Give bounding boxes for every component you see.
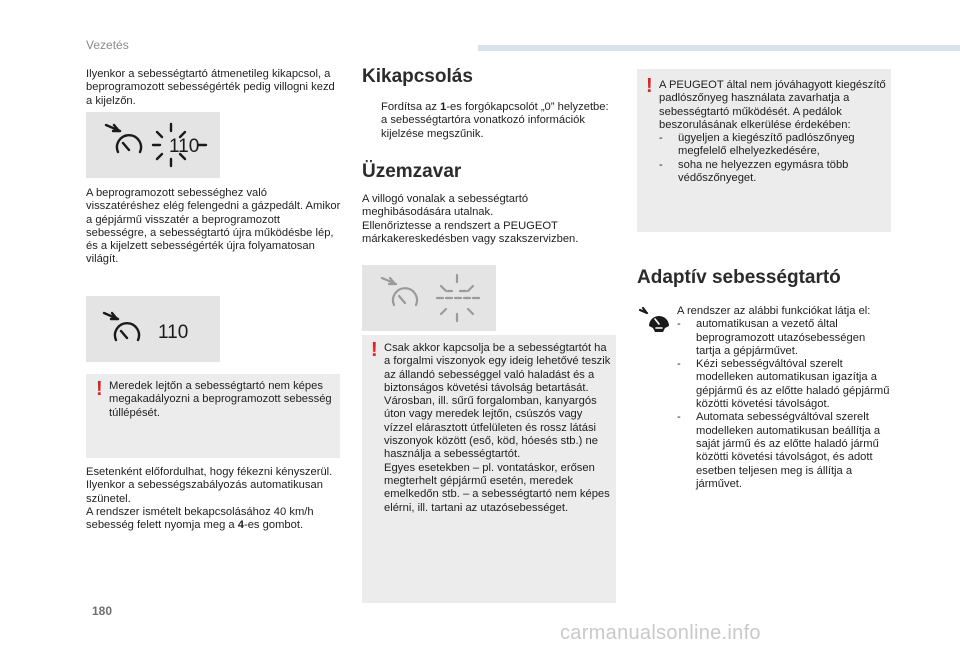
fault-paragraph	[362, 193, 612, 246]
warning-icon: !	[96, 378, 103, 400]
warning-floor-mat-intro: A PEUGEOT által nem jóváhagyott kiegészítő padlószőnyeg használata zavarhatja a sebességtartó működését. A pedálok beszorulásának elkerülése érdekében:	[659, 79, 886, 131]
watermark: carmanualsonline.info	[560, 622, 761, 644]
cruise-control-icon	[86, 296, 220, 362]
fault-text-1: A villogó vonalak a sebességtartó meghibásodására utalnak.	[362, 193, 529, 219]
list-item: - Kézi sebességváltóval szerelt modelleken automatikusan igazítja a gépjármű és az előtte haladó gépjármű közötti követési távolságot.	[677, 358, 892, 411]
display-fault	[362, 265, 496, 331]
list-item: - automatikusan a vezető által beprogramozott utazósebességen tartja a gépjárművet.	[677, 318, 892, 358]
list-item: - ügyeljen a kiegészítő padlószőnyeg megfelelő elhelyezkedésére,	[659, 132, 887, 159]
speed-value: 110	[169, 136, 200, 157]
page-number: 180	[92, 604, 113, 618]
resume-paragraph: A beprogramozott sebességhez való visszatéréshez elég felengedni a gázpedált. Amikor a gépjármű visszatér a beprogramozott sebességre, a sebességtartó újra működésbe lép, és a kijelzett sebességérték újra folyamatosan világít.	[86, 187, 341, 266]
fault-text-2: Ellenőriztesse a rendszert a PEUGEOT márkakereskedésben vagy szakszervizben.	[362, 219, 579, 245]
warning-slope-text: Meredek lejtőn a sebességtartó nem képes megakadályozni a beprogramozott sebesség túllépését.	[109, 380, 332, 419]
adaptive-cruise-icon	[637, 306, 673, 334]
warning-box-slope	[86, 374, 340, 458]
warning-line: Egyes esetekben – pl. vontatáskor, erősen megterhelt gépjármű esetén, meredek emelkedőn stb. – a sebességtartó nem képes elérni, ill. tartani az utazósebességet.	[384, 461, 610, 514]
cruise-control-flashing-icon	[86, 112, 220, 178]
warning-line: Csak akkor kapcsolja be a sebességtartót ha a forgalmi viszonyok egy ideig lehetővé teszik az állandó sebességgel való haladást és a biztonságos követési távolság betartását.	[384, 342, 611, 394]
speed-value-steady: 110	[158, 322, 189, 343]
adaptive-cruise-list	[677, 318, 892, 491]
heading-fault: Üzemzavar	[362, 161, 462, 182]
warning-line: Városban, ill. sűrű forgalomban, kanyargós úton vagy meredek lejtőn, csúszós vagy vízzel elárasztott útfelületen és rossz látási viszonyok között (eső, köd, hóesés stb.) ne használja a sebességtartót.	[384, 395, 598, 461]
list-item: - Automata sebességváltóval szerelt modelleken automatikusan beállítja a saját jármű és az előtte haladó jármű közötti követési távolságot, és adott esetben teljesen meg is állítja a járművet.	[677, 411, 892, 491]
header-rule	[478, 45, 960, 51]
heading-adaptive-cruise: Adaptív sebességtartó	[637, 267, 841, 288]
warning-icon: !	[371, 339, 378, 361]
warning-box-usage	[362, 335, 616, 603]
heading-switch-off: Kikapcsolás	[362, 66, 473, 87]
warning-icon: !	[646, 75, 653, 97]
section-label: Vezetés	[86, 38, 129, 52]
cruise-control-fault-icon	[362, 265, 496, 331]
warning-floor-mat-text	[659, 79, 887, 185]
warning-box-floor-mat	[637, 69, 891, 232]
list-item: - soha ne helyezzen egymásra több védőszőnyeget.	[659, 159, 887, 186]
reactivate-text: A rendszer ismételt bekapcsolásához 40 km/h sebesség felett nyomja meg a 4-es gombot.	[86, 505, 314, 532]
switch-off-instruction	[362, 101, 612, 141]
display-steady-speed	[86, 296, 220, 362]
adaptive-cruise-text	[677, 305, 892, 491]
display-blinking-speed	[86, 112, 220, 178]
brake-paragraph	[86, 466, 342, 532]
warning-floor-mat-list	[659, 132, 887, 185]
warning-usage-text	[384, 342, 612, 515]
brake-text: Esetenként előfordulhat, hogy fékezni kényszerül. Ilyenkor a sebességszabályozás automatikusan szünetel.	[86, 466, 333, 505]
adaptive-cruise-intro: A rendszer az alábbi funkciókat látja el:	[677, 305, 871, 317]
intro-paragraph: Ilyenkor a sebességtartó átmenetileg kikapcsol, a beprogramozott sebességérték pedig villogni kezd a kijelzőn.	[86, 68, 335, 107]
switch-off-text: Fordítsa az 1-es forgókapcsolót „0” helyzetbe: a sebességtartóra vonatkozó információk kijelzése megszűnik.	[381, 101, 609, 140]
